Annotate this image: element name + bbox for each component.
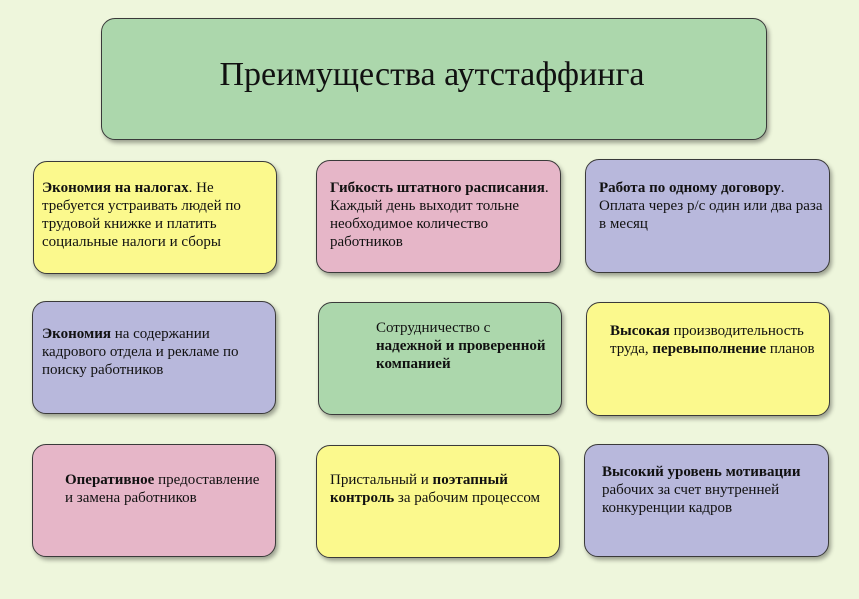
advantage-highlight: Оперативное (65, 472, 155, 488)
advantage-text (330, 179, 556, 251)
advantage-text (610, 322, 826, 358)
advantage-text (42, 179, 274, 251)
advantage-prefix: Пристальный и (330, 472, 433, 488)
advantage-box-productivity (586, 302, 830, 416)
advantage-description: предоставление и замена работников (65, 472, 260, 506)
advantage-highlight: Гибкость штатного расписания (330, 180, 545, 196)
advantage-highlight: надежной и проверенной компанией (376, 338, 546, 372)
advantage-text (330, 471, 556, 507)
title-box (101, 18, 767, 140)
advantage-description: производительность труда, (610, 323, 804, 357)
advantage-box-motivation (584, 444, 829, 557)
advantage-box-reliable-partner (318, 302, 562, 415)
advantage-highlight: Экономия на налогах (42, 180, 189, 196)
advantage-highlight: Работа по одному договору (599, 180, 781, 196)
advantage-description: рабочих за счет внутренней конкуренции кадров (602, 482, 780, 516)
advantage-description: . Каждый день выходит тольне необходимое количество работников (330, 180, 549, 250)
advantage-box-quick-staffing (32, 444, 276, 557)
advantage-text (376, 319, 556, 373)
advantage-highlight: Экономия (42, 326, 111, 342)
advantage-description-secondary: планов (766, 341, 815, 357)
advantage-highlight: поэтапный контроль (330, 472, 508, 506)
advantage-text (42, 325, 274, 379)
advantage-box-staff-flexibility (316, 160, 561, 273)
advantage-text (599, 179, 825, 233)
advantage-description: за рабочим процессом (394, 490, 541, 506)
advantage-highlight: Высокий уровень мотивации (602, 464, 801, 480)
advantage-box-single-contract (585, 159, 830, 273)
advantage-highlight: Высокая (610, 323, 670, 339)
advantage-box-tax-savings (33, 161, 277, 274)
advantage-box-stepwise-control (316, 445, 560, 558)
advantage-description: . Оплата через р/с один или два раза в месяц (599, 180, 823, 232)
advantage-box-hr-savings (32, 301, 276, 414)
diagram-title: Преимущества аутстаффинга (219, 56, 645, 93)
advantage-highlight-secondary: перевыполнение (652, 341, 767, 357)
advantage-description: . Не требуется устраивать людей по трудовой книжке и платить социальные налоги и сборы (42, 180, 241, 250)
advantage-text (65, 471, 271, 507)
advantage-text (602, 463, 824, 517)
advantage-prefix: Сотрудничество с (376, 320, 491, 336)
advantage-description: на содержании кадрового отдела и рекламе по поиску работников (42, 326, 239, 378)
